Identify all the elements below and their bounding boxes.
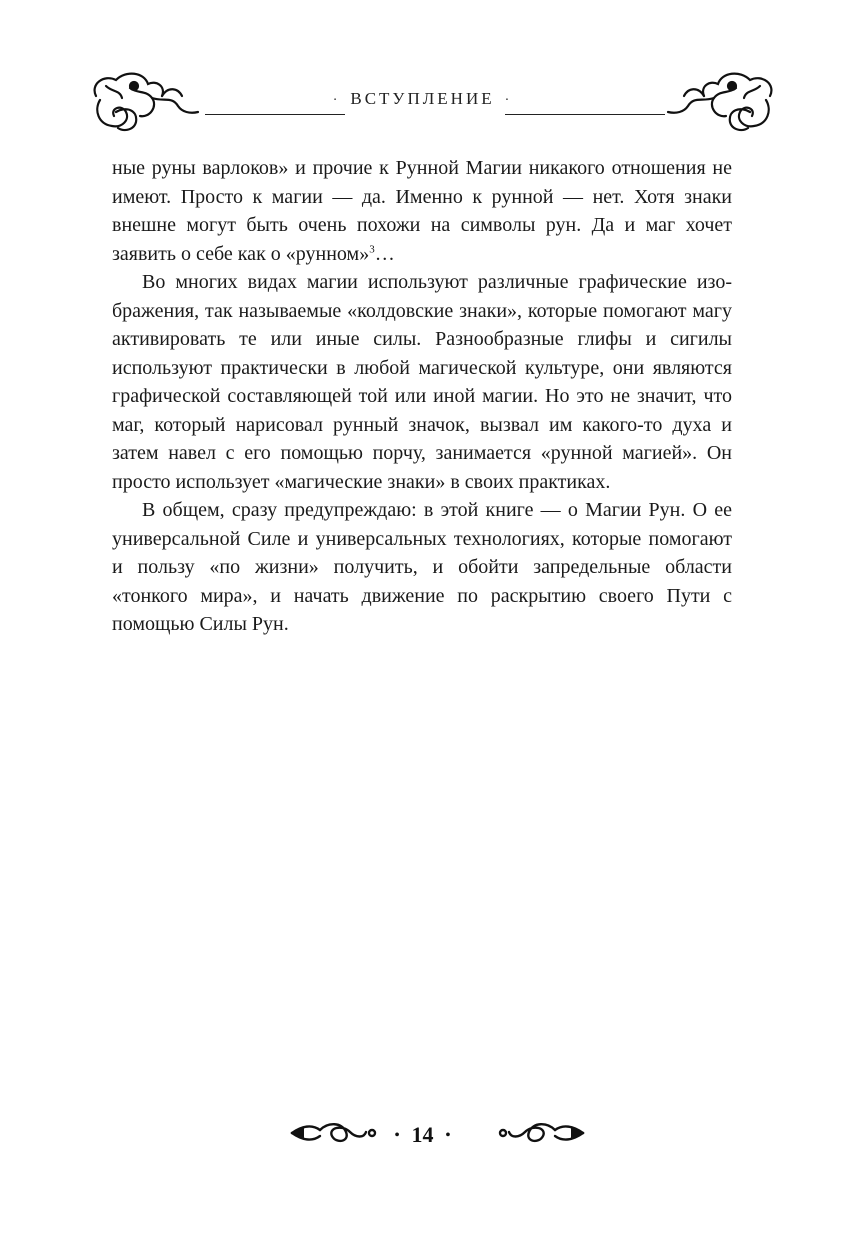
paragraph-1 [112,154,732,268]
page-number: 14 [411,1122,434,1147]
dragon-knot-icon [665,66,780,138]
bullet: • [445,1128,451,1143]
header-separator: · [504,93,513,108]
page-header [0,0,845,140]
page-number-row [0,1122,845,1148]
page-footer [0,1112,845,1162]
page-body [112,154,732,639]
header-rule-right [505,114,665,115]
ellipsis: … [374,242,395,265]
header-rule-left [205,114,345,115]
chapter-title: ВСТУПЛЕНИЕ [350,89,495,108]
footnote-ref: 3 [369,242,375,255]
paragraph-3: В общем, сразу предупреждаю: в этой книге — о Магии Рун. О ее универсальной Силе и универсальных технологиях, которые помогают и пользу «по жизни» получить, и обойти запредельные области «тонкого мира», и начать движение по раскрытию своего Пути с помощью Силы Рун. [112,499,732,635]
celtic-knot-flourish-icon [495,1118,585,1148]
bullet: • [394,1128,400,1143]
paragraph-2: Во многих видах магии используют различные графические изображения, так называемые «колдовские знаки», которые помогают магу активировать те или иные силы. Разнообразные глифы и сигилы используют практически в любой магической культуре, они являются графической составляющей той или иной магии. Но это не значит, что маг, который нарисовал рунный значок, вызвал им какого-то духа и затем навел с его помощью порчу, занимается «рунной магией». Он просто использует «магические знаки» в своих практиках. [112,271,732,493]
paragraph-1-text: ные руны варлоков» и прочие к Рунной Магии никакого отношения не имеют. Просто к магии — да. Именно к рунной — нет. Хотя знаки внешне могут быть очень похожи на символы рун. Да и маг хочет заявить о себе как о «рунном» [112,157,732,265]
header-separator: · [332,93,341,108]
